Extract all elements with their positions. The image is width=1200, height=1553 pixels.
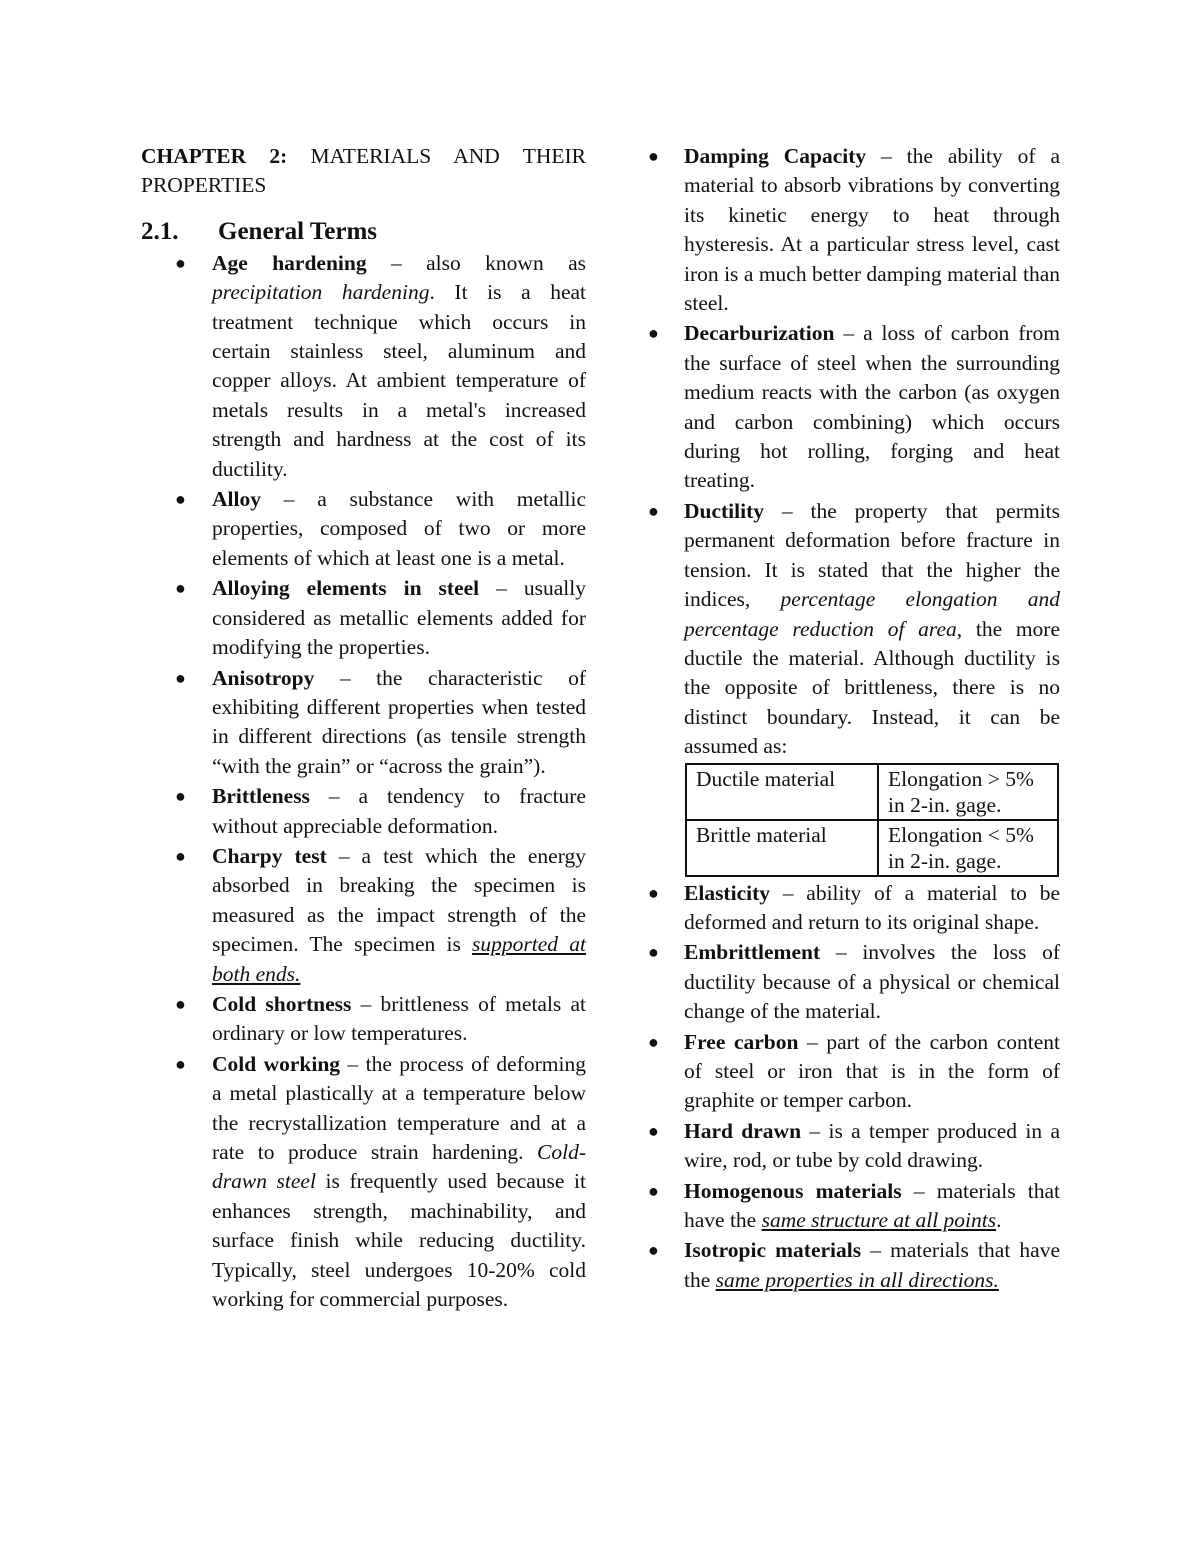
table-cell: Elongation > 5% in 2-in. gage. — [878, 764, 1058, 820]
left-column — [141, 142, 586, 1315]
term-text: – a substance with metallic properties, composed of two or more elements of which at least one is a metal. — [212, 487, 586, 570]
ductility-table — [685, 763, 1059, 877]
term-name: Elasticity — [684, 880, 770, 905]
bullet-icon: ● — [648, 323, 659, 344]
term-text: – a tendency to fracture without appreciable deformation. — [212, 784, 586, 838]
term-emphasis: Cold-drawn steel — [212, 1140, 586, 1194]
term-cold-working — [141, 1050, 586, 1315]
section-title: General Terms — [218, 217, 378, 245]
bullet-icon: ● — [175, 667, 186, 688]
term-underline: supported at both ends. — [212, 932, 586, 986]
term-free-carbon — [648, 1028, 1060, 1116]
bullet-icon: ● — [648, 942, 659, 963]
term-text: – ability of a material to be deformed and return to its original shape. — [684, 880, 1060, 934]
term-name: Alloy — [212, 487, 261, 512]
term-embrittlement — [648, 938, 1060, 1026]
table-cell: Elongation < 5% in 2-in. gage. — [878, 820, 1058, 876]
bullet-icon: ● — [648, 1031, 659, 1052]
term-charpy-test — [141, 842, 586, 989]
term-text: – materials that have the — [684, 1178, 1060, 1232]
term-homogenous-materials — [648, 1177, 1060, 1236]
term-anisotropy — [141, 664, 586, 782]
bullet-icon: ● — [648, 500, 659, 521]
term-text: – a loss of carbon from the surface of steel when the surrounding medium reacts with the carbon (as oxygen and carbon combining) which occurs during hot rolling, forging and heat treating. — [684, 321, 1060, 493]
bullet-icon: ● — [648, 146, 659, 166]
term-alloy — [141, 485, 586, 573]
term-underline: same properties in all directions. — [715, 1267, 999, 1292]
term-age-hardening — [141, 249, 586, 484]
section-heading — [141, 215, 586, 249]
term-emphasis: percentage elongation and percentage reduction of area, — [684, 587, 1060, 641]
term-name: Age hardening — [212, 250, 367, 275]
term-emphasis: precipitation hardening — [212, 280, 430, 305]
term-text: – brittleness of metals at ordinary or low temperatures. — [212, 991, 587, 1046]
term-name: Damping Capacity — [684, 144, 867, 168]
term-text: – a test which the energy absorbed in breaking the specimen is measured as the impact strength of the specimen. The specimen is — [212, 843, 586, 957]
term-text: – the process of deforming a metal plastically at a temperature below the recrystallization temperature and at a rate to produce strain hardening. — [212, 1051, 586, 1164]
table-cell: Brittle material — [686, 820, 878, 876]
term-name: Hard drawn — [684, 1118, 802, 1143]
term-hard-drawn — [648, 1117, 1060, 1176]
term-name: Alloying elements in steel — [212, 576, 480, 601]
term-elasticity — [648, 879, 1060, 938]
term-text: – the ability of a material to absorb vibrations by converting its kinetic energy to heat through hysteresis. At a particular stress level, cast iron is a much better damping material than steel. — [684, 144, 1061, 316]
term-name: Brittleness — [212, 784, 310, 809]
bullet-icon: ● — [648, 1240, 659, 1261]
bullet-icon: ● — [175, 1053, 186, 1074]
term-text: the more ductile the material. Although ductility is the opposite of brittleness, there is no distinct boundary. Instead, it can be assumed as: — [684, 616, 1060, 759]
term-cold-shortness — [141, 990, 586, 1049]
term-name: Ductility — [684, 498, 765, 523]
term-text: – materials that have the — [684, 1238, 1060, 1292]
term-text: – usually considered as metallic elements added for modifying the properties. — [212, 576, 587, 660]
term-text: – part of the carbon content of steel or iron that is in the form of graphite or temper carbon. — [684, 1029, 1060, 1113]
term-name: Decarburization — [684, 321, 835, 346]
term-text: – involves the loss of ductility because of a physical or chemical change of the material. — [684, 940, 1060, 1024]
term-name: Anisotropy — [212, 665, 315, 690]
term-name: Free carbon — [684, 1029, 799, 1054]
term-text: is frequently used because it enhances strength, machinability, and surface finish while reducing ductility. Typically, steel undergoes 10-20% cold working for commercial purposes. — [212, 1169, 586, 1312]
bullet-icon: ● — [175, 786, 186, 807]
bullet-icon: ● — [175, 993, 186, 1014]
term-name: Homogenous materials — [684, 1178, 902, 1203]
bullet-icon: ● — [175, 845, 186, 866]
term-ductility — [648, 497, 1060, 762]
bullet-icon: ● — [648, 882, 659, 903]
term-text: . — [996, 1208, 1002, 1232]
term-name: Cold shortness — [212, 991, 352, 1016]
term-name: Embrittlement — [684, 940, 821, 965]
bullet-icon: ● — [648, 1120, 659, 1141]
term-name: Charpy test — [212, 843, 327, 868]
section-number: 2.1. — [141, 217, 179, 245]
right-column — [648, 142, 1061, 1296]
term-decarburization — [648, 319, 1060, 495]
term-damping-capacity — [648, 142, 1061, 318]
table-cell: Ductile material — [686, 764, 878, 820]
table-row — [686, 764, 1058, 820]
bullet-icon: ● — [648, 1180, 659, 1201]
glossary-list-right — [648, 142, 1061, 762]
term-underline: same structure at all points — [761, 1208, 997, 1232]
chapter-title: MATERIALS AND THEIR PROPERTIES — [141, 144, 586, 198]
bullet-icon: ● — [175, 489, 186, 510]
bullet-icon: ● — [175, 578, 186, 599]
term-text: – the characteristic of exhibiting different properties when tested in different directions (as tensile strength “with the grain” or “across the grain”). — [212, 665, 586, 778]
term-brittleness — [141, 782, 586, 841]
term-text: – also known as — [366, 250, 586, 275]
term-alloying-elements — [141, 574, 586, 662]
term-text: – is a temper produced in a wire, rod, or tube by cold drawing. — [684, 1118, 1060, 1173]
term-text: . It is a heat treatment technique which occurs in certain stainless steel, aluminum and copper alloys. At ambient temperature of metals results in a metal's increased strength and hardness at the cost of its ductility. — [212, 280, 587, 481]
bullet-icon: ● — [175, 252, 186, 273]
term-text: – the property that permits permanent deformation before fracture in tension. It is stated that the higher the indices, — [684, 498, 1060, 612]
term-name: Isotropic materials — [684, 1238, 862, 1263]
table-row — [686, 820, 1058, 876]
glossary-list-right-continued — [648, 879, 1060, 1296]
chapter-label: CHAPTER 2: — [141, 144, 288, 168]
term-name: Cold working — [212, 1051, 341, 1076]
glossary-list-left — [141, 249, 586, 1315]
term-isotropic-materials — [648, 1236, 1060, 1295]
chapter-heading — [141, 142, 586, 201]
